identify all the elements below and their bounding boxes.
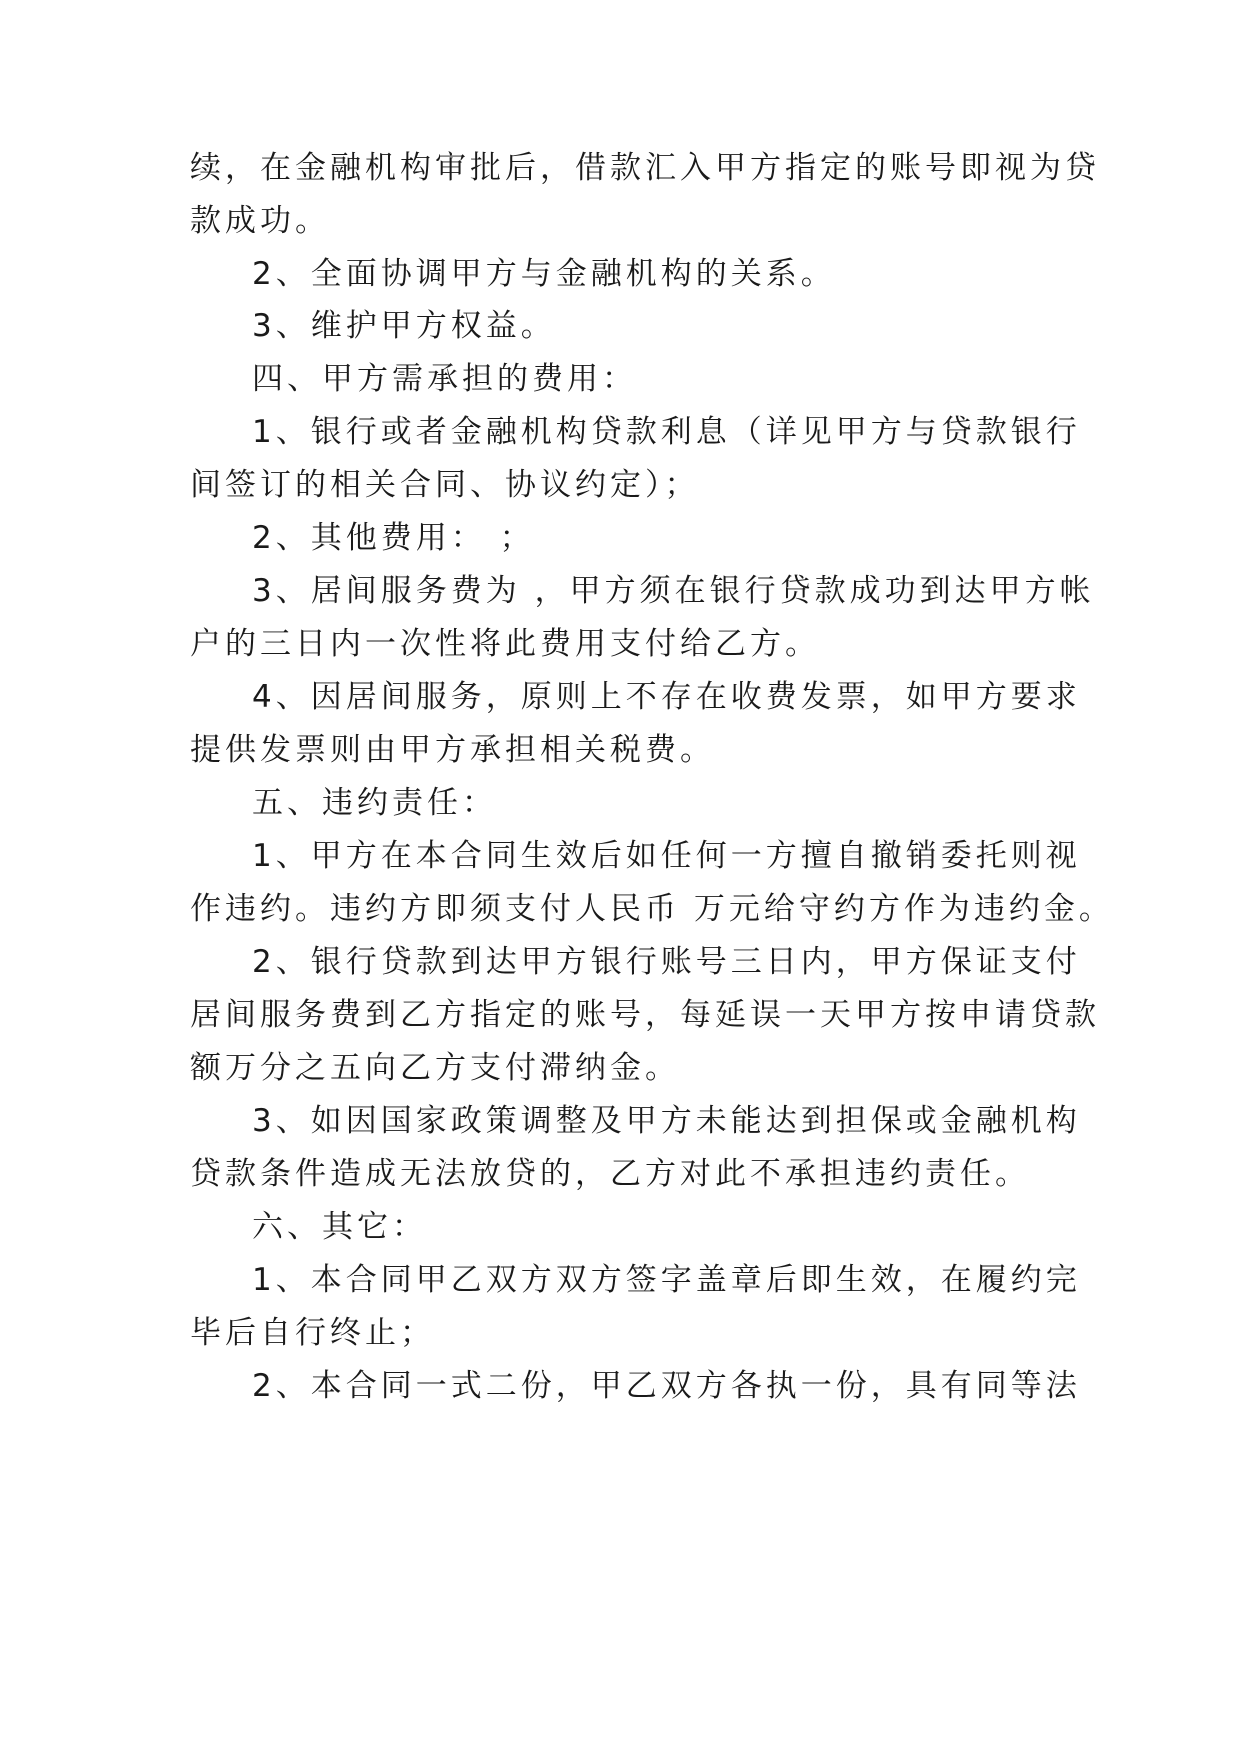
paragraph-line: 4、因居间服务，原则上不存在收费发票，如甲方要求 <box>252 679 1081 715</box>
paragraph-line: 1、银行或者金融机构贷款利息（详见甲方与贷款银行 <box>252 414 1081 450</box>
paragraph-line: 贷款条件造成无法放贷的，乙方对此不承担违约责任。 <box>190 1156 1030 1192</box>
paragraph-line: 款成功。 <box>190 203 330 239</box>
paragraph-line: 2、其他费用： ； <box>252 520 535 556</box>
paragraph-line: 提供发票则由甲方承担相关税费。 <box>190 732 715 768</box>
paragraph-line: 3、维护甲方权益。 <box>252 308 556 344</box>
paragraph-line: 户的三日内一次性将此费用支付给乙方。 <box>190 626 820 662</box>
paragraph-line: 1、本合同甲乙双方双方签字盖章后即生效，在履约完 <box>252 1262 1081 1298</box>
paragraph-line: 额万分之五向乙方支付滞纳金。 <box>190 1050 680 1086</box>
section-heading-other: 六、其它： <box>252 1209 427 1245</box>
paragraph-line: 毕后自行终止； <box>190 1315 435 1351</box>
section-heading-breach: 五、违约责任： <box>252 785 497 821</box>
paragraph-line: 2、全面协调甲方与金融机构的关系。 <box>252 256 836 292</box>
paragraph-line: 2、银行贷款到达甲方银行账号三日内，甲方保证支付 <box>252 944 1081 980</box>
paragraph-line: 续，在金融机构审批后，借款汇入甲方指定的账号即视为贷 <box>190 150 1100 186</box>
paragraph-line: 3、如因国家政策调整及甲方未能达到担保或金融机构 <box>252 1103 1081 1139</box>
paragraph-line: 作违约。违约方即须支付人民币 万元给守约方作为违约金。 <box>190 891 1114 927</box>
section-heading-fees: 四、甲方需承担的费用： <box>252 361 637 397</box>
paragraph-line: 居间服务费到乙方指定的账号，每延误一天甲方按申请贷款 <box>190 997 1100 1033</box>
paragraph-line: 2、本合同一式二份，甲乙双方各执一份，具有同等法 <box>252 1368 1081 1404</box>
paragraph-line: 间签订的相关合同、协议约定）； <box>190 467 700 503</box>
paragraph-line: 1、甲方在本合同生效后如任何一方擅自撤销委托则视 <box>252 838 1081 874</box>
paragraph-line: 3、居间服务费为 ，甲方须在银行贷款成功到达甲方帐 <box>252 573 1095 609</box>
